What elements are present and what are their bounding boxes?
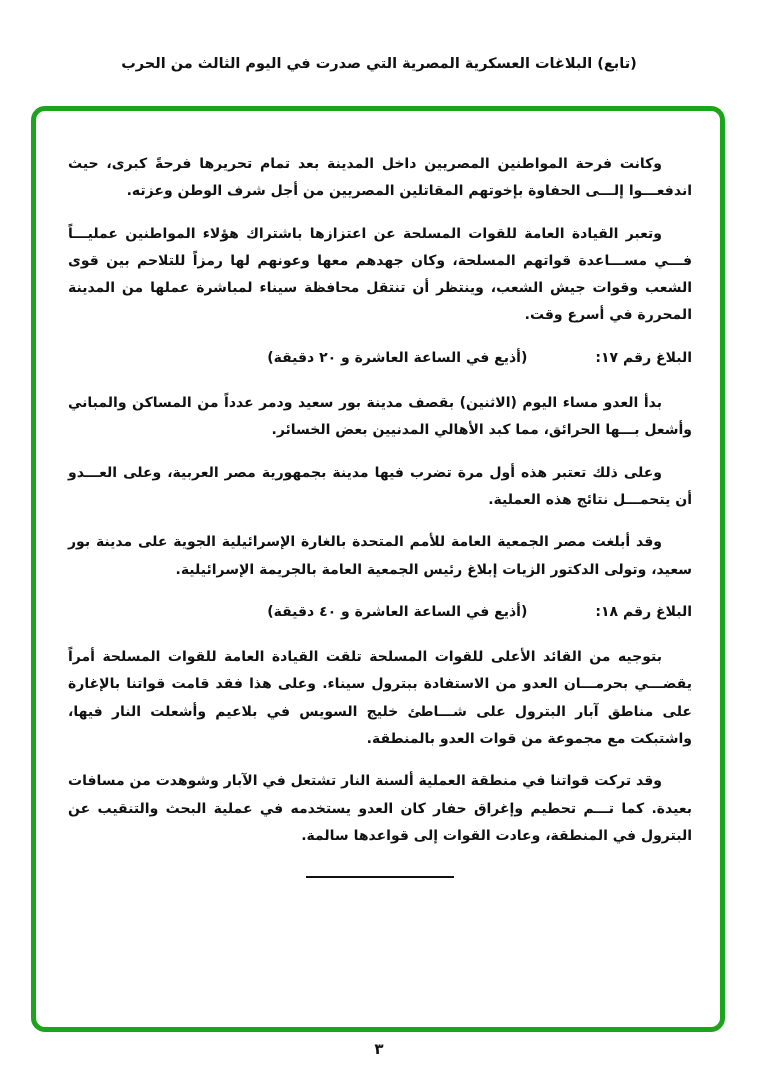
paragraph: وتعبر القيادة العامة للقوات المسلحة عن اعتزازها باشتراك هؤلاء المواطنين عمليـــاً فـــي مســـاعدة قواتهم المسلحة، وكان جهدهم معها وعونهم لها رمزاً للتلاحم بين قوى الشعب وقوات جيش الشعب، وينتظر أن تنتقل محافظة سيناء لمباشرة عملها من المدينة المحررة في أسرع وقت. [68, 225, 692, 324]
bulletin-time: (أذيع في الساعة العاشرة و ٢٠ دقيقة) [267, 349, 528, 366]
bulletin-time: (أذيع في الساعة العاشرة و ٤٠ دقيقة) [267, 603, 528, 620]
page-number: ٣ [374, 1040, 384, 1058]
paragraph: وقد تركت قواتنا في منطقة العملية ألسنة النار تشتعل في الآبار وشوهدت من مسافات بعيدة. كما تـــم تحطيم وإغراق حفار كان العدو يستخدمه في عملية البحث والتنقيب عن البترول في المنطقة، وعادت القوات إلى قواعدها سالمة. [68, 773, 692, 844]
paragraph: وقد أبلغت مصر الجمعية العامة للأمم المتحدة بالغارة الإسرائيلية الجوية على مدينة بور سعيد، وتولى الدكتور الزيات إبلاغ رئيس الجمعية العامة بالجريمة الإسرائيلية. [68, 534, 692, 578]
document-frame [31, 106, 725, 1032]
paragraph: وكانت فرحة المواطنين المصريين داخل المدينة بعد تمام تحريرها فرحةً كبرى، حيث اندفعـــوا إلـــى الحفاوة بإخوتهم المقاتلين المصريين من أجل شرف الوطن وعزته. [68, 156, 692, 200]
bulletin-17-heading [68, 345, 692, 372]
paragraph: وعلى ذلك تعتبر هذه أول مرة تضرب فيها مدينة بجمهورية مصر العربية، وعلى العـــدو أن يتحمـــل نتائج هذه العملية. [68, 464, 692, 508]
bulletin-label: البلاغ رقم ١٧: [595, 349, 692, 366]
bulletin-label: البلاغ رقم ١٨: [595, 603, 692, 620]
bulletin-18-heading [68, 599, 692, 626]
section-divider [306, 876, 454, 878]
document-content [36, 111, 720, 878]
paragraph: بتوجيه من القائد الأعلى للقوات المسلحة تلقت القيادة العامة للقوات المسلحة أمراً يقضـــي بحرمـــان العدو من الاستفادة ببترول سيناء. وعلى هذا فقد قامت قواتنا بالإغارة على مناطق آبار البترول على شـــاطئ خليج السويس في بلاعيم وأشعلت النار فيها، واشتبكت مع مجموعة من قوات العدو بالمنطقة. [68, 649, 692, 748]
paragraph: بدأ العدو مساء اليوم (الاثنين) بقصف مدينة بور سعيد ودمر عدداً من المساكن والمباني وأشعل بـــها الحرائق، مما كبد الأهالي المدنيين بعض الخسائر. [68, 395, 692, 439]
page-title: (تابع) البلاغات العسكرية المصرية التي صدرت في اليوم الثالث من الحرب [121, 56, 637, 72]
